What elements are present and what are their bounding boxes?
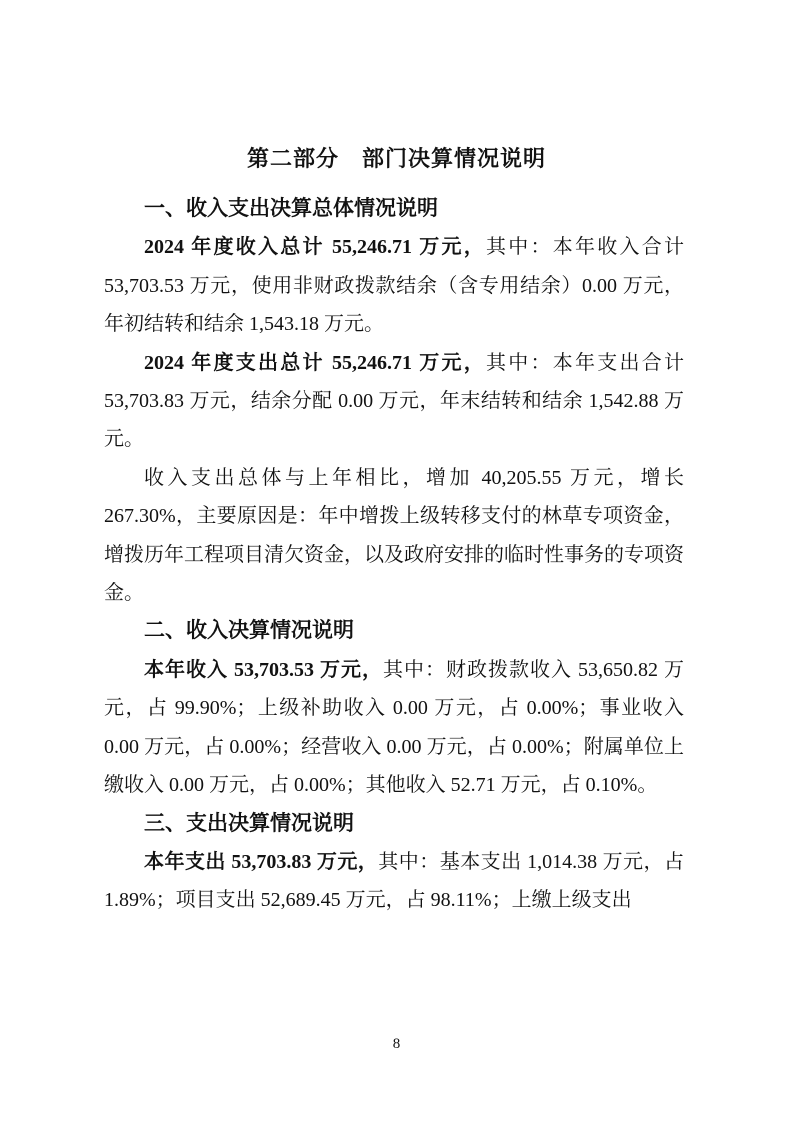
para-expenditure-detail-lead: 本年支出 53,703.83 万元， (144, 850, 379, 873)
para-expenditure-total-text: 其中：本年支出合计 53,703.83 万元，结余分配 0.00 万元，年末结转和结余 1,542.88 万元。 (104, 351, 684, 451)
para-income-detail-text: 其中：财政拨款收入 53,650.82 万元，占 99.90%；上级补助收入 0.00 万元，占 0.00%；事业收入 0.00 万元，占 0.00%；经营收入 0.00 万元，占 0.00%；附属单位上缴收入 0.00 万元，占 0.00%；其他收入 52.71 万元，占 0.10%。 (104, 658, 684, 797)
para-expenditure-total (104, 344, 684, 459)
para-expenditure-detail (104, 843, 684, 920)
section-heading-income: 二、收入决算情况说明 (144, 619, 354, 643)
para-expenditure-detail-text: 其中：基本支出 1,014.38 万元，占 1.89%；项目支出 52,689.45 万元，占 98.11%；上缴上级支出 (104, 850, 685, 912)
page-number: 8 (392, 1036, 401, 1052)
para-income-total-text: 其中：本年收入合计 53,703.53 万元，使用非财政拨款结余（含专用结余）0.00 万元，年初结转和结余 1,543.18 万元。 (104, 236, 684, 336)
document-title: 第二部分 部门决算情况说明 (246, 146, 546, 171)
section-heading-expenditure: 三、支出决算情况说明 (144, 811, 354, 835)
para-yoy-comparison (104, 459, 684, 613)
section-heading-overall: 一、收入支出决算总体情况说明 (144, 197, 438, 220)
para-income-total-lead: 2024 年度收入总计 55,246.71 万元， (144, 236, 486, 259)
para-expenditure-total-lead: 2024 年度支出总计 55,246.71 万元， (144, 351, 486, 374)
para-income-total (104, 228, 684, 343)
document-body (104, 190, 684, 920)
para-yoy-comparison-text: 收入支出总体与上年相比，增加 40,205.55 万元，增长 267.30%，主要原因是：年中增拨上级转移支付的林草专项资金，增拨历年工程项目清欠资金，以及政府安排的临时性事务的专项资金。 (104, 466, 684, 605)
para-income-detail-lead: 本年收入 53,703.53 万元， (144, 658, 383, 681)
para-income-detail (104, 651, 684, 805)
